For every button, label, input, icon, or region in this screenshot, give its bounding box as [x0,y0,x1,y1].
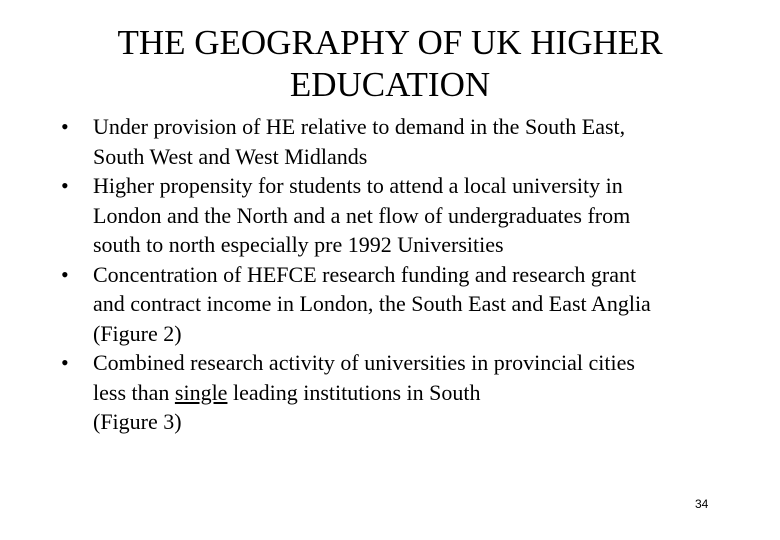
underlined-word: single [174,379,228,405]
text-segment: leading institutions in South [227,379,481,405]
bullet-item [60,112,760,171]
bullet-item [60,348,760,437]
bullet-text-line: London and the North and a net flow of undergraduates from [93,202,631,228]
page-number: 34 [695,497,709,511]
text-segment: less than [93,379,175,405]
bullet-text-line: South West and West Midlands [93,143,368,169]
bullet-icon: • [61,173,69,198]
bullet-text-line [93,378,760,408]
bullet-list [60,112,760,437]
bullet-icon: • [61,261,69,287]
bullet-item [60,171,760,260]
bullet-text-line: Concentration of HEFCE research funding and research grant [93,261,637,287]
slide-title [70,22,710,106]
title-line-2: EDUCATION [289,65,491,104]
bullet-icon: • [61,350,69,375]
bullet-text-line: and contract income in London, the South East and East Anglia [93,291,651,316]
bullet-text-line: Under provision of HE relative to demand in the South East, [93,114,626,139]
bullet-text-line: (Figure 2) [93,320,182,346]
bullet-text-line: Combined research activity of universities in provincial cities [93,350,635,375]
bullet-text-line: (Figure 3) [93,409,182,434]
bullet-icon: • [61,114,69,139]
bullet-text-line: south to north especially pre 1992 Universities [93,232,504,257]
bullet-item [60,260,760,349]
title-line-1: THE GEOGRAPHY OF UK HIGHER [117,23,663,62]
bullet-text-line: Higher propensity for students to attend a local university in [93,173,623,198]
